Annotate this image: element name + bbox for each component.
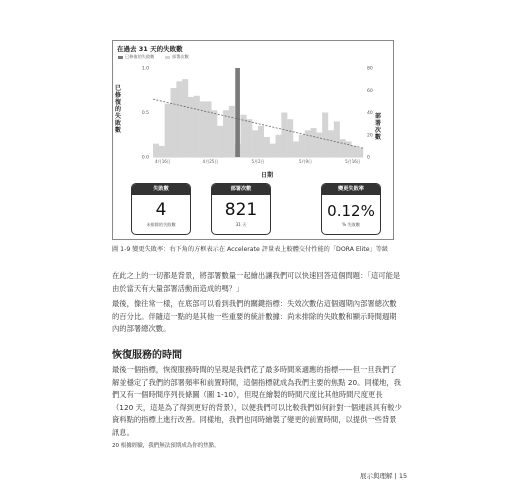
deploy-bar (357, 148, 363, 157)
deploy-bar (328, 130, 334, 157)
paragraph-1: 在此之上的一切都是背景，將部署數量一起繪出讓我們可以快速回答這個問題：「這可能是由於當天有大量部署活動而造成的嗎？」 (112, 271, 401, 293)
card-failures-value: 4 (155, 200, 167, 220)
deploy-bar (311, 128, 317, 157)
right-tick-label: 60 (367, 88, 373, 94)
figure-caption: 圖 1-9 變更失敗率：右下角的方框表示在 Accelerate 評量表上較體交付性能的「DORA Elite」等級 (112, 246, 389, 253)
card-deploys-sub: 31 天 (235, 222, 247, 227)
page-footer: 展示與理解 | 15 (360, 472, 408, 480)
figure-frame (112, 40, 394, 240)
card-rate-sub: % 失敗數 (342, 222, 360, 227)
legend-label-deploys: 部署次數 (172, 54, 189, 59)
deploy-bar (153, 144, 159, 157)
card-deploys (211, 183, 271, 235)
deploy-bar (176, 81, 182, 157)
deploy-bar (252, 130, 258, 157)
legend-label-failures: 已修復的失敗數 (125, 54, 155, 59)
card-deploys-value: 821 (224, 200, 258, 220)
deploy-bar (171, 88, 177, 157)
deploy-bar (340, 139, 346, 157)
x-tick-label: 4月16日 (155, 159, 171, 164)
deploy-bar (270, 144, 276, 157)
paragraph-3: 最後一個指標，恢復服務時間的呈現是我們花了最多時間來適應的指標——但一旦我們了解並穩定了我們的部署頻率和前置時間，這個指標就成為我們主要的焦點 20。同樣地，我們又有一個時間序列長條圖（圖 1-10），但現在繪製的時間尺度比其他時間尺度更長（120 天，這是為了得到更好的背景），以便我們可以比較我們如何針對一個連該具有較少資料點的指標上進行改善。同樣地，我們也同時繪製了變更的前置時間，以提供一些背景訊息。 (112, 365, 402, 437)
card-failures-header: 失敗數 (132, 184, 190, 195)
deploy-bar (299, 135, 305, 157)
deploy-bar (287, 119, 293, 157)
right-tick-label: 20 (367, 133, 373, 139)
right-tick-label: 40 (367, 111, 373, 116)
failure-bar (235, 68, 240, 157)
deploy-bar (211, 110, 217, 157)
chart-svg (113, 41, 393, 181)
deploy-bar (316, 133, 322, 157)
x-axis-label: 日期 (261, 172, 274, 179)
deploy-bar (322, 113, 328, 158)
deploy-bar (258, 126, 264, 157)
deploy-bar (246, 119, 252, 157)
x-tick-label: 5月9日 (298, 159, 313, 164)
footnote: 20 根據經驗，我們無法預期成為你的焦點。 (112, 443, 220, 449)
paragraph-2: 最後，像往常一樣，在底部可以看到我們的關鍵指標：失效次數佔這個週期內部署總次數的百分比。伴隨這一點的是其他一些重要的統計數據：尚未排除的失敗數和顯示時間週期內的部署總次數。 (112, 299, 397, 333)
deploy-bar (217, 126, 223, 157)
card-failure-rate (321, 183, 381, 235)
deploy-bar (194, 96, 200, 157)
deploy-bar (293, 141, 299, 157)
deploy-bar (182, 79, 188, 157)
x-tick-label: 4月25日 (202, 159, 219, 164)
deploy-bar (165, 104, 171, 157)
deploy-bar (264, 137, 270, 157)
card-deploys-header: 部署次數 (212, 184, 270, 195)
deploy-bar (223, 110, 229, 157)
left-axis-label: 已修復的失敗數 (115, 85, 122, 134)
right-tick-label: 0 (367, 155, 370, 161)
deploy-bar (159, 146, 165, 157)
left-tick-label: 1.0 (141, 66, 149, 72)
deploy-bar (351, 146, 357, 157)
deploy-bar (346, 141, 352, 157)
right-tick-label: 80 (367, 66, 373, 72)
x-tick-label: 5月2日 (251, 159, 265, 164)
chart-title: 在過去 31 天的失敗數 (117, 45, 183, 53)
card-rate-header: 變更失敗率 (322, 184, 380, 195)
section-heading: 恢復服務的時間 (112, 350, 182, 361)
left-tick-label: 0.0 (141, 155, 149, 161)
card-failures-sub: 未排除的失敗數 (146, 222, 176, 227)
deploy-bar (281, 113, 287, 158)
deploy-bar (276, 135, 282, 157)
deploy-bar (334, 121, 340, 157)
card-failures (131, 183, 191, 235)
deploy-bar (206, 101, 212, 157)
deploy-bar (188, 97, 194, 157)
deploy-bar (305, 130, 311, 157)
x-tick-label: 5月16日 (345, 159, 361, 164)
left-tick-label: 0.5 (141, 111, 149, 116)
right-axis-label: 部署次數 (375, 113, 382, 141)
deploy-bar (229, 106, 235, 157)
card-rate-value: 0.12% (327, 202, 375, 220)
deploy-bar (200, 101, 206, 157)
